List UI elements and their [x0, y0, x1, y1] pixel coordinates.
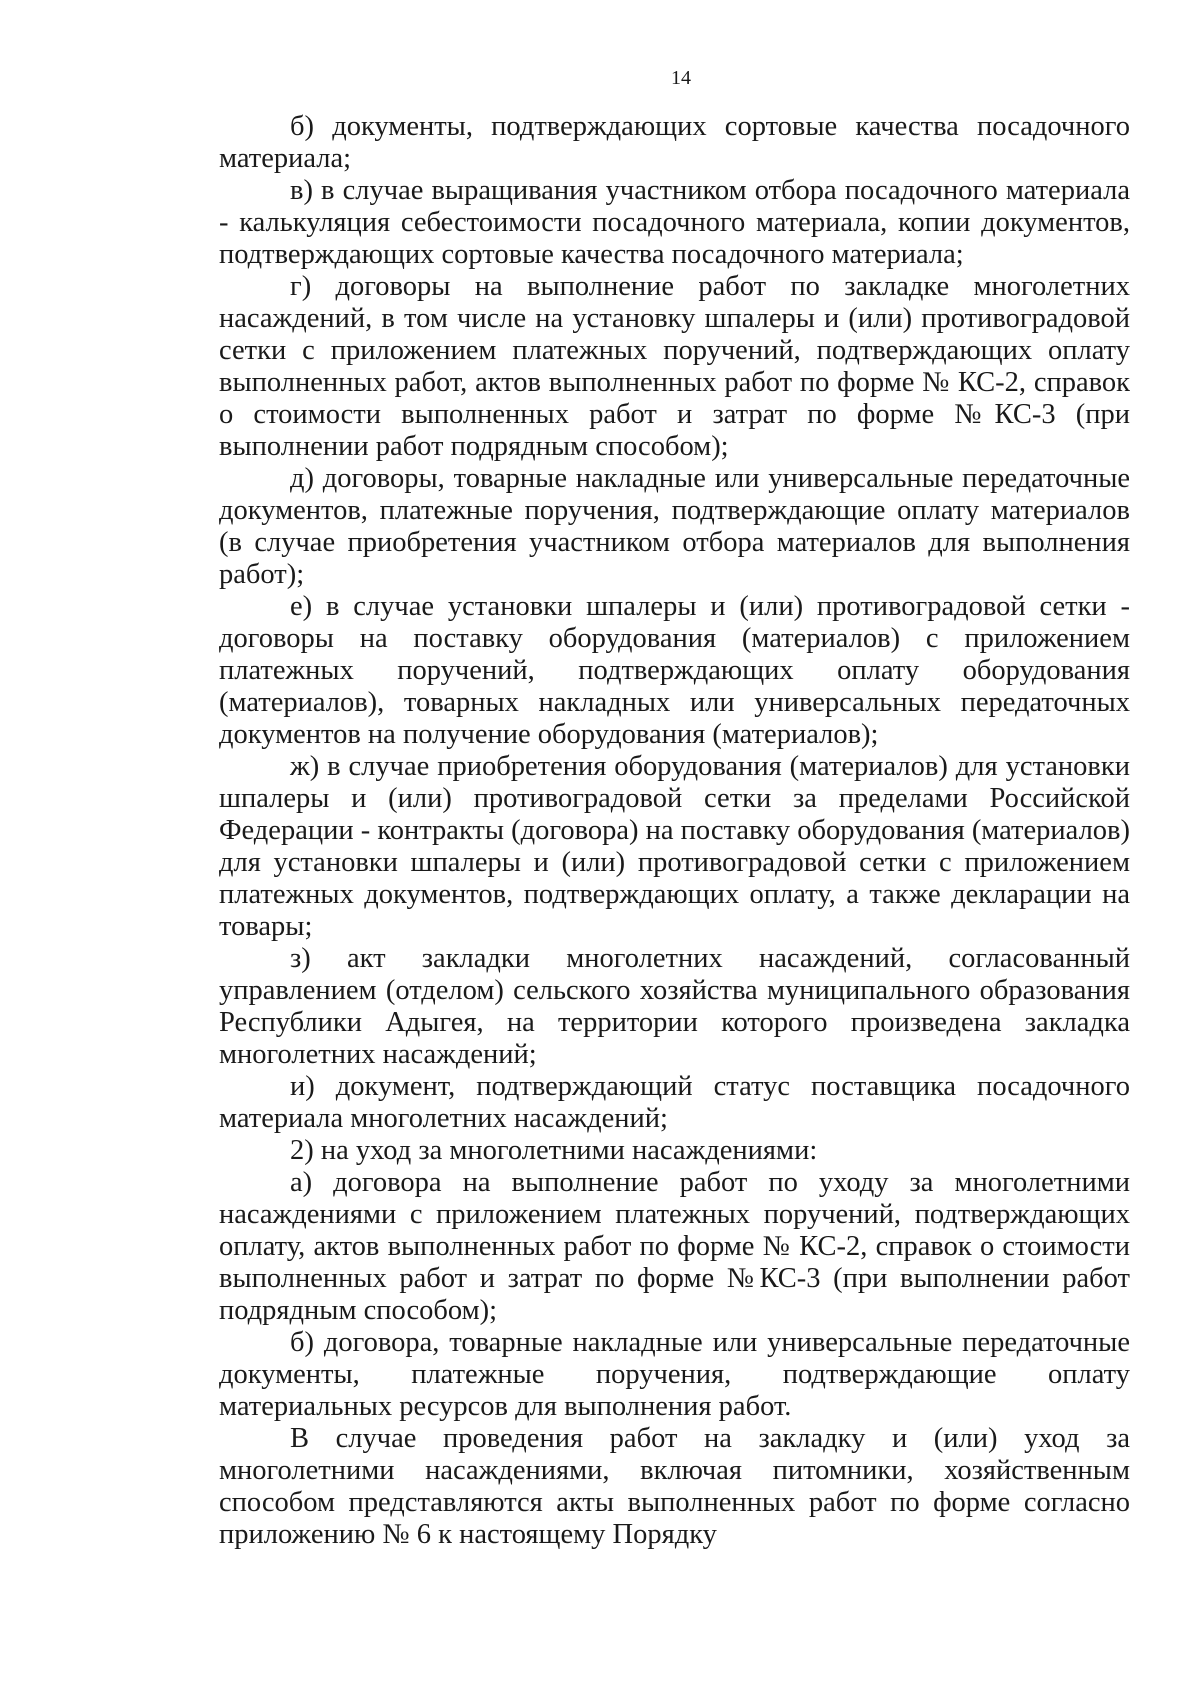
paragraph-g-planting-contracts: г) договоры на выполнение работ по закладке многолетних насаждений, в том числе на установку шпалеры и (или) противоградовой сетки с приложением платежных поручений, подтверждающих оплату выполненных работ, актов выполненных работ по форме № КС-2, справок о стоимости выполненных работ и затрат по форме №КС-3 (при выполнении работ подрядным способом); — [219, 271, 1130, 462]
paragraph-2-maintenance-heading: 2) на уход за многолетними насаждениями: — [290, 1135, 818, 1166]
paragraph-e-equipment-supply: е) в случае установки шпалеры и (или) противоградовой сетки - договоры на поставку оборудования (материалов) с приложением платежных поручений, подтверждающих оплату оборудования (материалов), товарных накладных или универсальных передаточных документов на получение оборудования (материалов); — [219, 591, 1130, 750]
page-number: 14 — [671, 67, 691, 89]
paragraph-b-maintenance-materials: б) договора, товарные накладные или универсальные передаточные документы, платежные поручения, подтверждающие оплату материальных ресурсов для выполнения работ. — [219, 1327, 1130, 1422]
document-body — [219, 111, 1130, 1551]
paragraph-own-resources-acts: В случае проведения работ на закладку и (или) уход за многолетними насаждениями, включая питомники, хозяйственным способом представляются акты выполненных работ по форме согласно приложению № 6 к настоящему Порядку — [219, 1423, 1130, 1550]
paragraph-d-materials-contracts: д) договоры, товарные накладные или универсальные передаточные документов, платежные поручения, подтверждающие оплату материалов (в случае приобретения участником отбора материалов для выполнения работ); — [219, 463, 1130, 590]
paragraph-a-maintenance-contracts: а) договора на выполнение работ по уходу за многолетними насаждениями с приложением платежных поручений, подтверждающих оплату, актов выполненных работ по форме № КС-2, справок о стоимости выполненных работ и затрат по форме №КС-3 (при выполнении работ подрядным способом); — [219, 1167, 1130, 1326]
paragraph-b-planting-docs: б) документы, подтверждающих сортовые качества посадочного материала; — [219, 111, 1130, 174]
paragraph-zh-foreign-equipment: ж) в случае приобретения оборудования (материалов) для установки шпалеры и (или) противоградовой сетки за пределами Российской Федерации - контракты (договора) на поставку оборудования (материалов) для установки шпалеры и (или) противоградовой сетки с приложением платежных документов, подтверждающих оплату, а также декларации на товары; — [219, 751, 1130, 942]
paragraph-i-supplier-status: и) документ, подтверждающий статус поставщика посадочного материала многолетних насаждений; — [219, 1071, 1130, 1134]
paragraph-v-cost-calculation: в) в случае выращивания участником отбора посадочного материала - калькуляция себестоимости посадочного материала, копии документов, подтверждающих сортовые качества посадочного материала; — [219, 175, 1130, 270]
paragraph-z-planting-act: з) акт закладки многолетних насаждений, согласованный управлением (отделом) сельского хозяйства муниципального образования Республики Адыгея, на территории которого произведена закладка многолетних насаждений; — [219, 943, 1130, 1070]
